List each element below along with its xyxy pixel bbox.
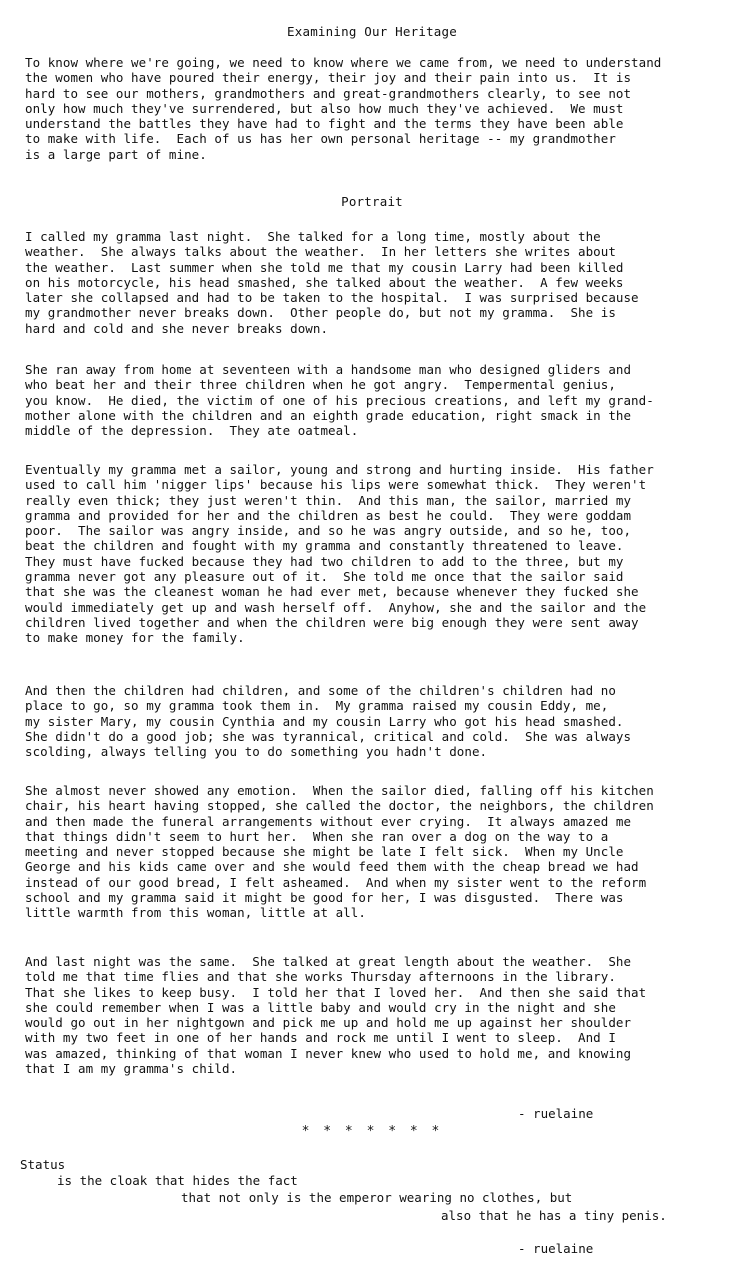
- text-line: She didn't do a good job; she was tyrannical, critical and cold. She was always: [25, 728, 632, 744]
- text-line: would immediately get up and wash herself off. Anyhow, she and the sailor and the: [25, 599, 647, 615]
- text-line: school and my gramma said it might be good for her, I was disgusted. There was: [25, 890, 624, 906]
- text-line: To know where we're going, we need to know where we came from, we need to understand: [25, 55, 662, 70]
- text-line: my grandmother never breaks down. Other people do, but not my gramma. She is: [25, 305, 616, 321]
- text-line: used to call him 'nigger lips' because his lips were somewhat thick. They weren't: [25, 477, 647, 493]
- poem-line: also that he has a tiny penis.: [441, 1208, 667, 1223]
- essay-paragraph: [25, 462, 750, 646]
- text-line: and then made the funeral arrangements without ever crying. It always amazed me: [25, 813, 632, 829]
- text-line: understand the battles they have had to fight and the terms they have been able: [25, 116, 624, 132]
- text-line: hard to see our mothers, grandmothers and great-grandmothers clearly, to see not: [25, 85, 632, 101]
- text-line: on his motorcycle, his head smashed, she talked about the weather. A few weeks: [25, 274, 624, 290]
- text-line: to make money for the family.: [25, 630, 245, 646]
- text-line: chair, his heart having stopped, she called the doctor, the neighbors, the children: [25, 798, 654, 814]
- text-line: to make with life. Each of us has her own personal heritage -- my grandmother: [25, 131, 616, 147]
- text-line: gramma never got any pleasure out of it. She told me once that the sailor said: [25, 569, 624, 585]
- text-line: that things didn't seem to hurt her. When she ran over a dog on the way to a: [25, 828, 609, 844]
- poem-signature: - ruelaine: [518, 1241, 594, 1256]
- poem-line: that not only is the emperor wearing no clothes, but: [181, 1190, 573, 1205]
- essay-paragraph: [25, 683, 750, 759]
- text-line: She almost never showed any emotion. When the sailor died, falling off his kitchen: [25, 783, 654, 798]
- text-line: And then the children had children, and some of the children's children had no: [25, 683, 616, 698]
- text-line: my sister Mary, my cousin Cynthia and my cousin Larry who got his head smashed.: [25, 713, 624, 729]
- text-line: she could remember when I was a little baby and would cry in the night and she: [25, 999, 616, 1015]
- text-line: And last night was the same. She talked at great length about the weather. She: [25, 954, 632, 969]
- text-line: middle of the depression. They ate oatmeal.: [25, 423, 359, 439]
- text-line: that I am my gramma's child.: [25, 1061, 238, 1077]
- text-line: weather. She always talks about the weather. In her letters she writes about: [25, 244, 616, 260]
- text-line: mother alone with the children and an eighth grade education, right smack in the: [25, 407, 632, 423]
- text-line: gramma and provided for her and the children as best he could. They were goddam: [25, 507, 632, 523]
- text-line: children lived together and when the children were big enough they were sent away: [25, 614, 639, 630]
- text-line: place to go, so my gramma took them in. My gramma raised my cousin Eddy, me,: [25, 698, 609, 714]
- text-line: who beat her and their three children when he got angry. Tempermental genius,: [25, 377, 616, 393]
- essay-paragraph: [25, 229, 750, 336]
- text-line: I called my gramma last night. She talked for a long time, mostly about the: [25, 229, 601, 244]
- text-line: the weather. Last summer when she told me that my cousin Larry had been killed: [25, 259, 624, 275]
- text-line: only how much they've surrendered, but also how much they've achieved. We must: [25, 100, 624, 116]
- text-line: hard and cold and she never breaks down.: [25, 320, 329, 336]
- text-line: with my two feet in one of her hands and rock me until I went to sleep. And I: [25, 1030, 616, 1046]
- intro-paragraph: [25, 55, 750, 162]
- text-line: poor. The sailor was angry inside, and so he was angry outside, and so he, too,: [25, 523, 632, 539]
- text-line: that she was the cleanest woman he had ever met, because whenever they fucked she: [25, 584, 639, 600]
- text-line: later she collapsed and had to be taken to the hospital. I was surprised because: [25, 290, 639, 306]
- text-line: you know. He died, the victim of one of his precious creations, and left my grand-: [25, 392, 654, 408]
- text-line: would go out in her nightgown and pick me up and hold me up against her shoulder: [25, 1015, 632, 1031]
- text-line: She ran away from home at seventeen with a handsome man who designed gliders and: [25, 362, 632, 377]
- essay-paragraph: [25, 954, 750, 1076]
- text-line: was amazed, thinking of that woman I never knew who used to hold me, and knowing: [25, 1045, 632, 1061]
- poem-line: Status: [20, 1157, 66, 1172]
- essay-paragraph: [25, 783, 750, 921]
- text-line: told me that time flies and that she works Thursday afternoons in the library.: [25, 969, 616, 985]
- text-line: the women who have poured their energy, their joy and their pain into us. It is: [25, 70, 632, 86]
- text-line: meeting and never stopped because she might be late I felt sick. When my Uncle: [25, 844, 624, 860]
- text-line: really even thick; they just weren't thin. And this man, the sailor, married my: [25, 492, 632, 508]
- text-line: They must have fucked because they had two children to add to the three, but my: [25, 553, 624, 569]
- essay-title: Examining Our Heritage: [287, 24, 457, 39]
- text-line: George and his kids came over and she would feed them with the cheap bread we had: [25, 859, 639, 875]
- text-line: Eventually my gramma met a sailor, young and strong and hurting inside. His father: [25, 462, 654, 477]
- text-line: scolding, always telling you to do something you hadn't done.: [25, 744, 488, 760]
- essay-signature: - ruelaine: [518, 1106, 594, 1121]
- section-separator: * * * * * * *: [301, 1124, 443, 1139]
- text-line: little warmth from this woman, little at all.: [25, 905, 366, 921]
- essay-paragraph: [25, 362, 750, 438]
- text-line: That she likes to keep busy. I told her that I loved her. And then she said that: [25, 984, 647, 1000]
- text-line: beat the children and fought with my gramma and constantly threatened to leave.: [25, 538, 624, 554]
- text-line: instead of our good bread, I felt asheamed. And when my sister went to the reform: [25, 874, 647, 890]
- poem-line: is the cloak that hides the fact: [57, 1173, 298, 1188]
- portrait-heading: Portrait: [341, 194, 403, 209]
- text-line: is a large part of mine.: [25, 146, 207, 162]
